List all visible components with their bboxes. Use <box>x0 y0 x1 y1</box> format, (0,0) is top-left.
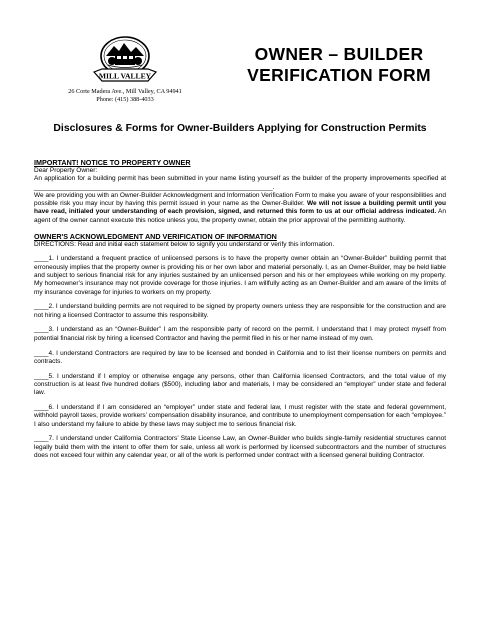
notice-paragraph-2 <box>34 192 446 225</box>
notice-text-end: An agent of the owner cannot execute this notice unless you, the property owner, obtain the prior approval of the permitting authority. <box>34 208 446 224</box>
title-line-1: OWNER – BUILDER <box>254 44 424 64</box>
ack-item-6: ____6. I understand if I am considered an “employer” under state and federal law, I must register with the state and federal government, withhold payroll taxes, provide workers’ compensation disability insurance, and contribute to unemployment compensation for each “employee.” I also understand my failure to abide by these laws may subject me to serious financial risk. <box>34 404 447 428</box>
address-line: 26 Corte Madera Ave., Mill Valley, CA 94941 <box>68 88 182 95</box>
form-body <box>34 158 446 460</box>
salutation: Dear Property Owner: <box>34 167 98 174</box>
ack-item-2: ____2. I understand building permits are not required to be signed by property owners unless they are responsible for the construction and are not hiring a licensed Contractor to assume this responsibility. <box>34 303 446 319</box>
ack-item-5: ____5. I understand if I employ or otherwise engage any persons, other than California licensed Contractors, and the total value of my construction is at least five hundred dollars ($500), including labor and materials, I may be considered an “employer” under state and federal law. <box>34 372 446 397</box>
ack-item-1: ____1. I understand a frequent practice of unlicensed persons is to have the property owner obtain an “Owner-Builder” building permit that erroneously implies that the property owner is providing his or her own labor and material personally. I, as an Owner-Builder, may be held liable and subject to serious financial risk for any injuries sustained by an unlicensed person and his or her employees while working on my property. My homeowner’s insurance may not provide coverage for those injuries. I am willfully acting as an Owner-Builder and am aware of the limits of my insurance coverage for injuries to workers on my property. <box>34 255 446 296</box>
ack-heading: OWNER'S ACKNOWLEDGMENT AND VERIFICATION OF INFORMATION <box>34 231 277 241</box>
notice-heading: IMPORTANT! NOTICE TO PROPERTY OWNER <box>34 158 191 167</box>
directions: DIRECTIONS: Read and initial each statement below to signify you understand or verify this information. <box>34 240 335 248</box>
form-title <box>228 44 450 86</box>
ack-item-4: ____4. I understand Contractors are required by law to be licensed and bonded in California and to list their license numbers on permits and contracts. <box>34 349 446 365</box>
logo-text: MILL VALLEY <box>98 71 152 81</box>
ack-item-3: ____3. I understand as an “Owner-Builder” I am the responsible party of record on the permit. I understand that I may protect myself from potential financial risk by hiring a licensed Contractor and having the permit filed in his or her name instead of my own. <box>34 326 446 342</box>
page-subtitle: Disclosures & Forms for Owner-Builders Applying for Construction Permits <box>53 123 427 134</box>
notice-bold-text: We will not issue a building permit until you have read, initialed your understanding of each provision, signed, and returned this form to us at our official address indicated. <box>34 200 446 216</box>
mill-valley-logo <box>88 34 162 88</box>
notice-text: We are providing you with an Owner-Builder Acknowledgment and Information Verification Form to make you aware of your responsibilities and possible risk you may incur by having this permit issued in your name as the Owner-Builder. <box>34 191 446 208</box>
ack-item-7: ____7. I understand under California Contractors’ State License Law, an Owner-Builder who builds single-family residential structures cannot legally build them with the intent to offer them for sale, unless all work is performed by licensed subcontractors and the number of structures does not exceed four within any calendar year, or all of the work is performed under contract with a licensed general building Contractor. <box>34 435 446 460</box>
notice-paragraph-1: An application for a building permit has been submitted in your name listing yourself as the builder of the property improvements specified at __________________________________________________________________. <box>34 175 446 191</box>
address-block <box>40 88 210 104</box>
title-line-2: VERIFICATION FORM <box>247 65 431 85</box>
phone-line: Phone: (415) 388-4033 <box>96 96 154 103</box>
